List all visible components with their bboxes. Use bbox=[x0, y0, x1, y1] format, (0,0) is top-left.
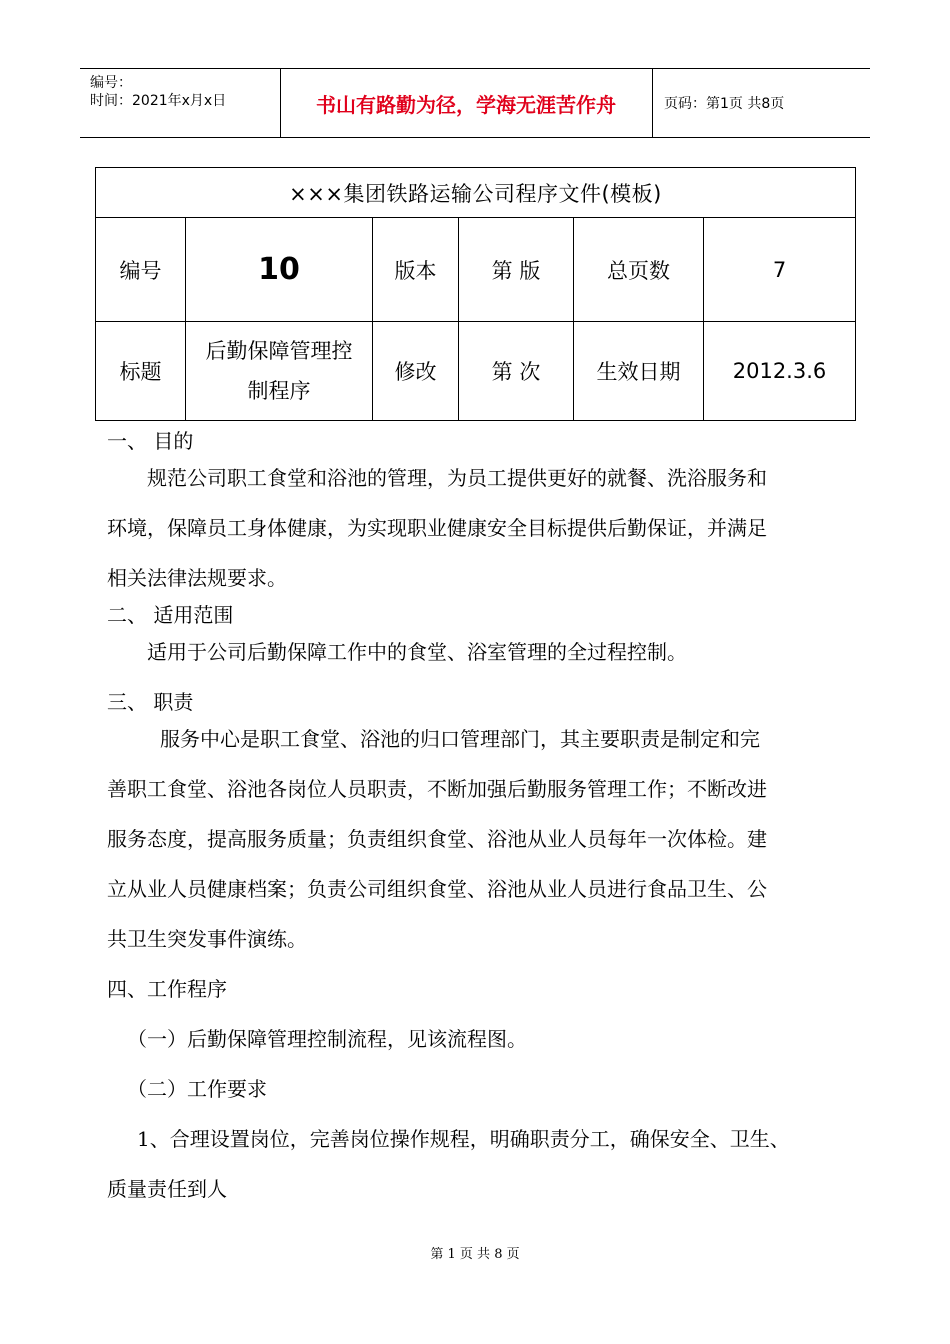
revision-label: 修改 bbox=[373, 322, 459, 421]
section-4-item-line: 1、合理设置岗位，完善岗位操作规程，明确职责分工，确保安全、卫生、 bbox=[137, 1127, 790, 1151]
header-motto: 书山有路勤为径，学海无涯苦作舟 bbox=[280, 69, 653, 137]
document-info-table bbox=[95, 167, 856, 421]
number-value: 10 bbox=[186, 218, 373, 322]
subject-value-line1: 后勤保障管理控 bbox=[205, 339, 353, 363]
section-3-line: 服务态度，提高服务质量；负责组织食堂、浴池从业人员每年一次体检。建 bbox=[107, 827, 767, 851]
total-pages-value: 7 bbox=[704, 218, 856, 322]
section-4-subheading: （一）后勤保障管理控制流程，见该流程图。 bbox=[127, 1027, 527, 1051]
document-title: ×××集团铁路运输公司程序文件(模板) bbox=[96, 168, 856, 218]
header-meta bbox=[80, 69, 281, 137]
header-number-label: 编号： bbox=[90, 75, 132, 91]
section-1-line: 规范公司职工食堂和浴池的管理，为员工提供更好的就餐、洗浴服务和 bbox=[147, 466, 767, 490]
section-3-line: 善职工食堂、浴池各岗位人员职责，不断加强后勤服务管理工作；不断改进 bbox=[107, 777, 767, 801]
version-label: 版本 bbox=[373, 218, 459, 322]
header-page-info: 页码：第1页 共8页 bbox=[664, 96, 785, 112]
section-1-line: 相关法律法规要求。 bbox=[107, 566, 287, 590]
effective-date-label: 生效日期 bbox=[574, 322, 704, 421]
section-1-line: 环境，保障员工身体健康，为实现职业健康安全目标提供后勤保证，并满足 bbox=[107, 516, 767, 540]
section-4-heading: 四、工作程序 bbox=[107, 977, 227, 1001]
number-label: 编号 bbox=[96, 218, 186, 322]
section-1-heading: 一、 目的 bbox=[107, 429, 194, 453]
effective-date-value: 2012.3.6 bbox=[704, 322, 856, 421]
page-header bbox=[80, 68, 870, 138]
section-4-subheading: （二）工作要求 bbox=[127, 1077, 267, 1101]
section-2-line: 适用于公司后勤保障工作中的食堂、浴室管理的全过程控制。 bbox=[147, 640, 687, 664]
section-3-heading: 三、 职责 bbox=[107, 690, 194, 714]
total-pages-label: 总页数 bbox=[574, 218, 704, 322]
subject-label: 标题 bbox=[96, 322, 186, 421]
header-time-label: 时间：2021年x月x日 bbox=[90, 93, 227, 109]
section-3-line: 服务中心是职工食堂、浴池的归口管理部门，其主要职责是制定和完 bbox=[160, 727, 760, 751]
section-4-item-line: 质量责任到人 bbox=[107, 1177, 227, 1201]
revision-value: 第 次 bbox=[459, 322, 574, 421]
section-3-line: 共卫生突发事件演练。 bbox=[107, 927, 307, 951]
subject-value-line2: 制程序 bbox=[247, 379, 311, 403]
version-value: 第 版 bbox=[459, 218, 574, 322]
section-3-line: 立从业人员健康档案；负责公司组织食堂、浴池从业人员进行食品卫生、公 bbox=[107, 877, 767, 901]
subject-value bbox=[186, 322, 373, 421]
section-2-heading: 二、 适用范围 bbox=[107, 603, 234, 627]
page-footer: 第 1 页 共 8 页 bbox=[430, 1247, 520, 1262]
